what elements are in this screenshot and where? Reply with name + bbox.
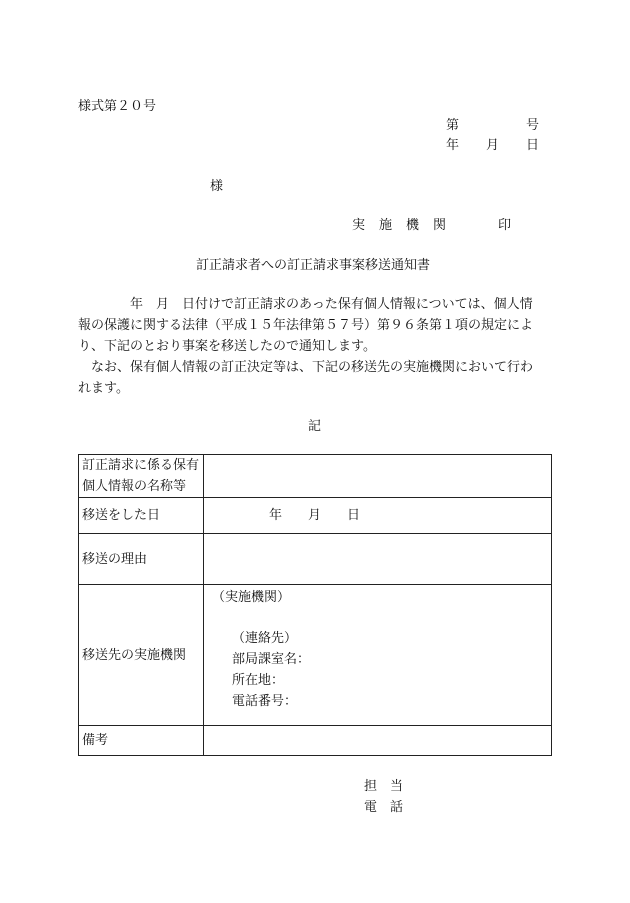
table-row: [79, 585, 552, 726]
in-charge-label: 担 当: [364, 779, 404, 794]
label-cell: 備考: [79, 726, 204, 756]
doc-date-year: 年: [446, 138, 460, 153]
value-cell: [204, 585, 552, 726]
value-cell: [204, 726, 552, 756]
label-cell: 移送の理由: [79, 534, 204, 585]
body-line: れます。: [78, 381, 129, 396]
transfer-date: 年 月 日: [217, 508, 361, 523]
value-cell: [204, 455, 552, 498]
contact-phone: 電話番号：: [232, 694, 298, 709]
body-line: 報の保護に関する法律（平成１５年法律第５７号）第９６条第１項の規定によ: [78, 318, 534, 333]
document-title: 訂正請求者への訂正請求事案移送通知書: [196, 258, 431, 273]
body-line: 年 月 日付けで訂正請求のあった保有個人情報については、個人情: [78, 297, 533, 312]
doc-date-month: 月: [486, 138, 500, 153]
table-row: [79, 455, 552, 498]
issuer-seal: 印: [498, 218, 512, 233]
issuer-name: 実施機関: [352, 218, 461, 233]
table-row: [79, 498, 552, 534]
doc-number-prefix: 第: [446, 118, 460, 133]
contact-department: 部局課室名：: [232, 652, 311, 667]
body-line: なお、保有個人情報の訂正決定等は、下記の移送先の実施機関において行わ: [78, 360, 534, 375]
form-number: 様式第２０号: [78, 99, 157, 114]
ki-heading: 記: [308, 419, 322, 434]
body-line: り、下記のとおり事案を移送したので通知します。: [78, 339, 376, 354]
value-cell: [204, 534, 552, 585]
label-cell: 移送をした日: [79, 498, 204, 534]
doc-number-suffix: 号: [526, 118, 540, 133]
label-cell: 移送先の実施機関: [79, 585, 204, 726]
table-row: [79, 726, 552, 756]
addressee-suffix: 様: [210, 179, 224, 194]
contact-address: 所在地：: [232, 673, 285, 688]
transfer-details-table: [78, 454, 552, 756]
label-cell: 訂正請求に係る保有 個人情報の名称等: [79, 455, 204, 498]
contact-heading: （連絡先）: [232, 631, 298, 646]
doc-date-day: 日: [526, 138, 540, 153]
phone-label: 電 話: [364, 800, 404, 815]
value-cell: [204, 498, 552, 534]
table-row: [79, 534, 552, 585]
body-paragraph-2: [78, 357, 552, 399]
body-paragraph-1: [78, 294, 552, 357]
destination-agency: （実施機関）: [212, 590, 291, 605]
